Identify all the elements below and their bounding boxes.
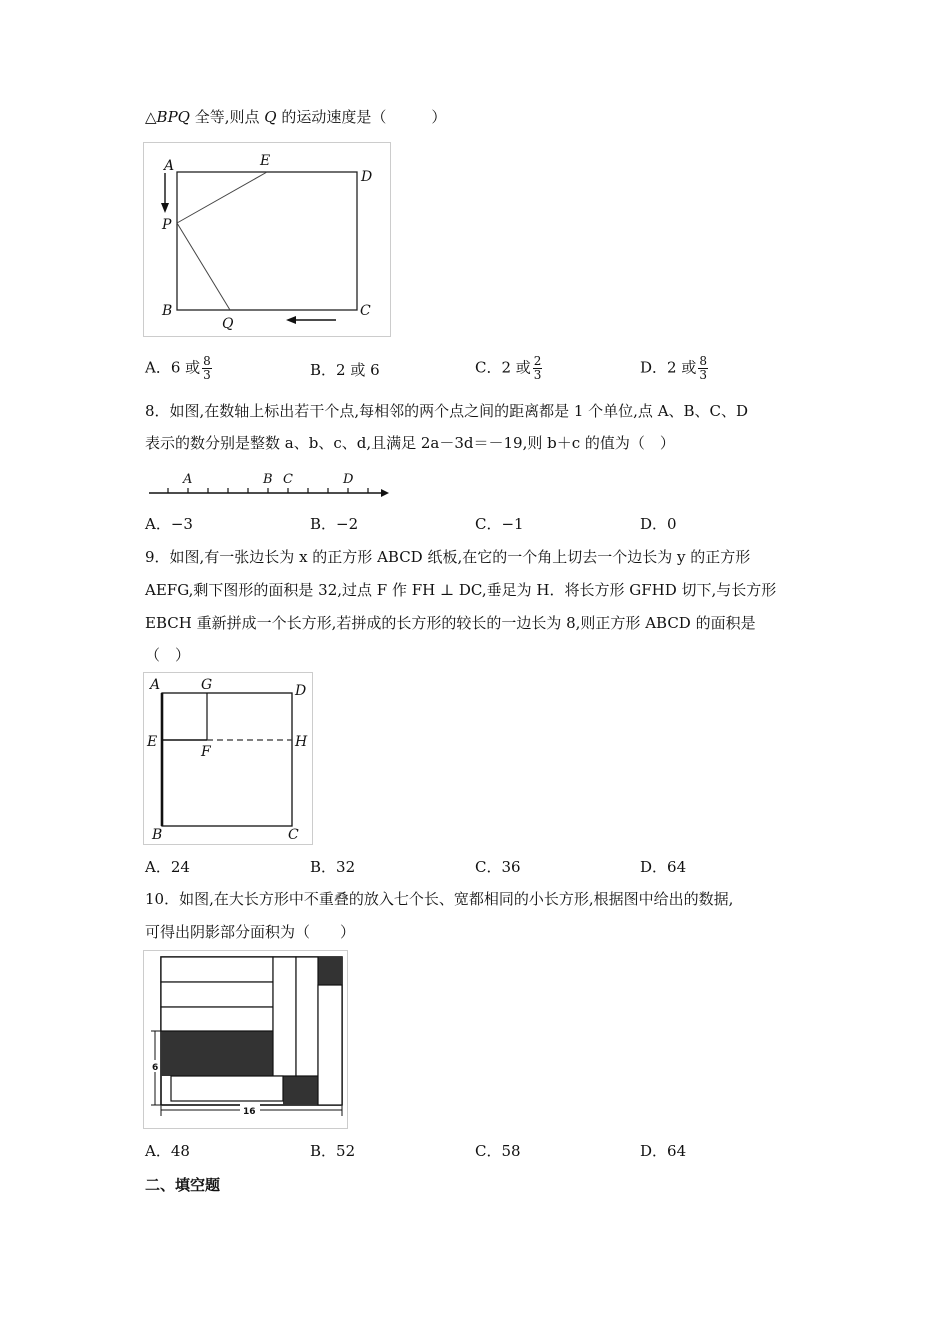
- label-a: A: [183, 472, 193, 487]
- shaded-region: [161, 1031, 273, 1076]
- q7-option-c[interactable]: C．2 或 $\frac{2}{3}$: [475, 354, 542, 382]
- q9-figure: [143, 672, 313, 845]
- q10-figure: [143, 950, 348, 1129]
- q10-line-2: 可得出阴影部分面积为（ ）: [145, 923, 356, 941]
- q9-option-c[interactable]: C．36: [475, 858, 521, 876]
- q8-options: [145, 513, 845, 537]
- section-title: 二、填空题: [145, 1176, 221, 1194]
- q10-option-c[interactable]: C．58: [475, 1142, 521, 1160]
- label-c: C: [288, 827, 299, 843]
- q9-line-3: EBCH 重新拼成一个长方形,若拼成的长方形的较长的一边长为 8,则正方形 ABCD 的面积是: [145, 614, 756, 632]
- label-p: P: [162, 217, 172, 233]
- q8-line-1: 8．如图,在数轴上标出若干个点,每相邻的两个点之间的距离都是 1 个单位,点 A、B、C、D: [145, 402, 749, 420]
- label-d: D: [295, 683, 307, 699]
- q10-option-b[interactable]: B．52: [310, 1142, 356, 1160]
- label-b: B: [152, 827, 163, 843]
- q8-option-d[interactable]: D．0: [640, 515, 677, 533]
- q7-figure: [143, 142, 391, 337]
- label-f: F: [201, 744, 211, 760]
- q8-option-a[interactable]: A．−3: [145, 515, 193, 533]
- label-q: Q: [222, 316, 234, 332]
- q9-option-b[interactable]: B．32: [310, 858, 356, 876]
- q7-text: 全等,则点: [189, 108, 265, 126]
- q7-options: [145, 355, 845, 387]
- q9-options: [145, 856, 845, 880]
- q10-option-a[interactable]: A．48: [145, 1142, 190, 1160]
- label-d: D: [343, 472, 354, 487]
- q7-triangle-name: BPQ: [156, 108, 190, 126]
- label-a: A: [164, 158, 175, 174]
- shaded-region: [318, 957, 342, 985]
- label-b: B: [263, 472, 273, 487]
- q9-option-d[interactable]: D．64: [640, 858, 687, 876]
- fraction: $\frac{8}{3}$: [699, 354, 707, 382]
- label-a: A: [150, 677, 161, 693]
- label-c: C: [283, 472, 293, 487]
- q9-line-1: 9．如图,有一张边长为 x 的正方形 ABCD 纸板,在它的一个角上切去一个边长为 y 的正方形: [145, 548, 751, 566]
- triangle-symbol: △: [145, 108, 157, 126]
- q7-option-a[interactable]: A．6 或 $\frac{8}{3}$: [145, 354, 211, 382]
- q7-tail-line: [145, 106, 446, 127]
- q10-line-1: 10．如图,在大长方形中不重叠的放入七个长、宽都相同的小长方形,根据图中给出的数据,: [145, 890, 734, 908]
- label-e: E: [147, 734, 158, 750]
- q8-number-line: [145, 466, 393, 500]
- label-b: B: [162, 303, 173, 319]
- label-c: C: [360, 303, 371, 319]
- label-h: H: [295, 734, 308, 750]
- label-d: D: [361, 169, 373, 185]
- dim-width-label: 16: [243, 1107, 256, 1117]
- q10-option-d[interactable]: D．64: [640, 1142, 687, 1160]
- q9-option-a[interactable]: A．24: [145, 858, 190, 876]
- q7-point-q: Q: [264, 108, 277, 126]
- fraction: $\frac{8}{3}$: [203, 354, 211, 382]
- label-g: G: [201, 677, 213, 693]
- label-e: E: [260, 153, 271, 169]
- q7-text: 的运动速度是（ ）: [276, 108, 447, 126]
- dim-height-label: 6: [152, 1063, 159, 1073]
- q7-option-b[interactable]: B．2 或 6: [310, 361, 380, 379]
- q7-option-d[interactable]: D．2 或 $\frac{8}{3}$: [640, 354, 707, 382]
- q10-options: [145, 1140, 845, 1164]
- q8-option-c[interactable]: C．−1: [475, 515, 524, 533]
- q8-option-b[interactable]: B．−2: [310, 515, 359, 533]
- q8-line-2: 表示的数分别是整数 a、b、c、d,且满足 2a－3d＝－19,则 b＋c 的值为（ ）: [145, 434, 675, 452]
- fraction: $\frac{2}{3}$: [533, 354, 542, 382]
- q9-line-4: （ ）: [145, 646, 191, 664]
- q9-line-2: AEFG,剩下图形的面积是 32,过点 F 作 FH ⊥ DC,垂足为 H．将长方形 GFHD 切下,与长方形: [145, 581, 777, 599]
